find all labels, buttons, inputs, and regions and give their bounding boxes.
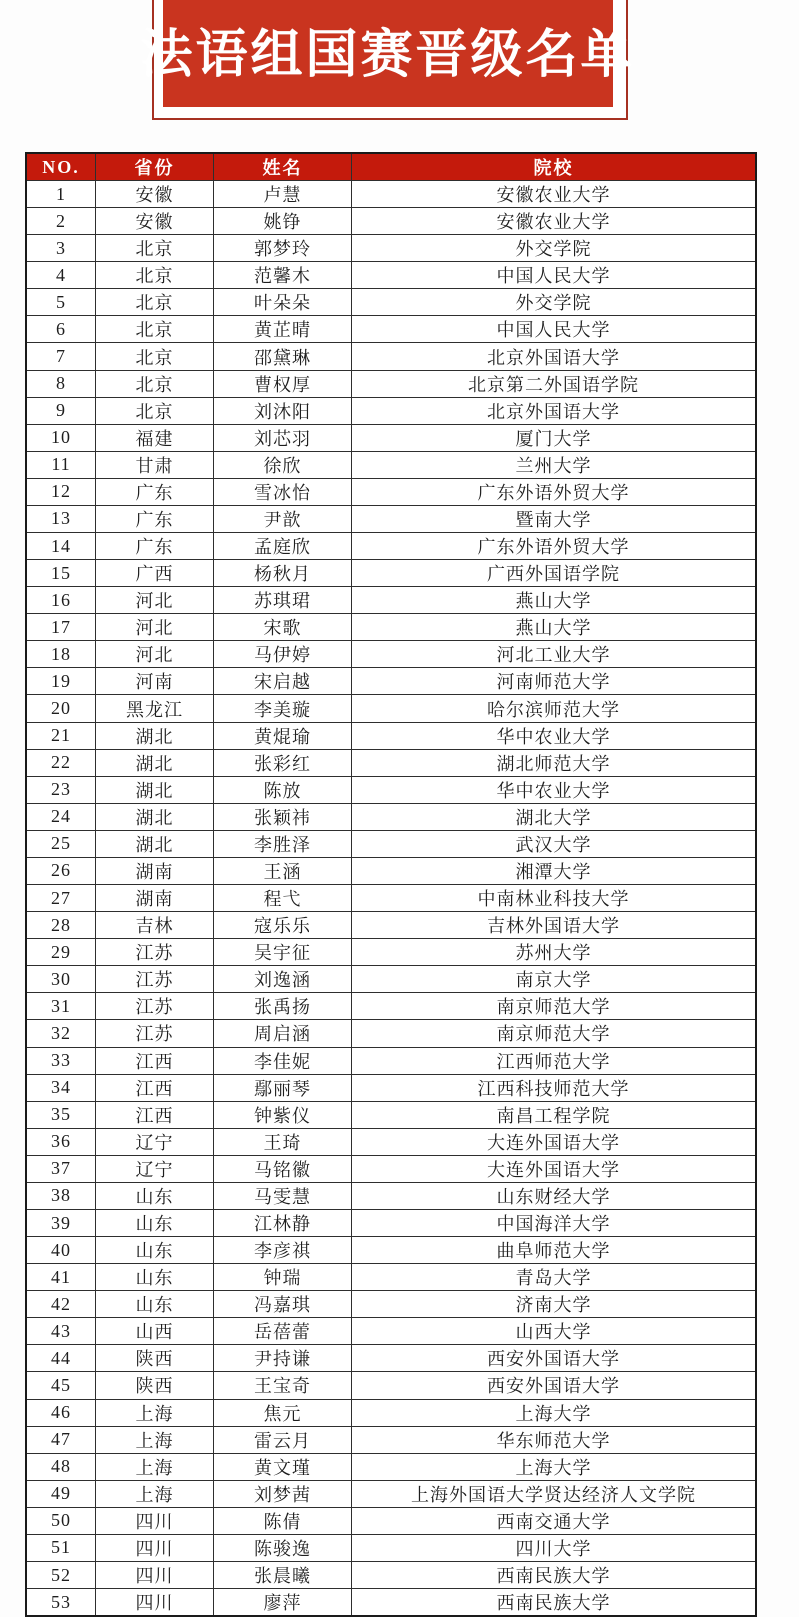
name-cell: 刘梦茜: [214, 1480, 352, 1507]
school-cell: 厦门大学: [352, 424, 757, 451]
row-number-cell: 47: [26, 1426, 96, 1453]
name-cell: 刘芯羽: [214, 424, 352, 451]
name-cell: 郭梦玲: [214, 235, 352, 262]
row-number-cell: 23: [26, 776, 96, 803]
school-cell: 广东外语外贸大学: [352, 478, 757, 505]
name-cell: 吴宇征: [214, 939, 352, 966]
table-row: [26, 695, 756, 722]
table-row: [26, 1155, 756, 1182]
name-cell: 雷云月: [214, 1426, 352, 1453]
row-number-cell: 18: [26, 641, 96, 668]
table-row: [26, 424, 756, 451]
row-number-cell: 43: [26, 1318, 96, 1345]
school-cell: 暨南大学: [352, 505, 757, 532]
table-row: [26, 1426, 756, 1453]
province-cell: 陕西: [96, 1372, 214, 1399]
row-number-cell: 35: [26, 1101, 96, 1128]
province-cell: 辽宁: [96, 1155, 214, 1182]
row-number-cell: 3: [26, 235, 96, 262]
row-number-cell: 5: [26, 289, 96, 316]
school-cell: 中国人民大学: [352, 316, 757, 343]
province-cell: 湖北: [96, 722, 214, 749]
name-cell: 廖萍: [214, 1589, 352, 1617]
school-cell: 安徽农业大学: [352, 181, 757, 208]
school-cell: 武汉大学: [352, 830, 757, 857]
school-cell: 外交学院: [352, 289, 757, 316]
province-cell: 江苏: [96, 993, 214, 1020]
row-number-cell: 11: [26, 451, 96, 478]
table-row: [26, 316, 756, 343]
school-cell: 燕山大学: [352, 614, 757, 641]
province-cell: 江苏: [96, 939, 214, 966]
school-cell: 外交学院: [352, 235, 757, 262]
name-cell: 焦元: [214, 1399, 352, 1426]
province-cell: 湖南: [96, 885, 214, 912]
roster-header: [26, 153, 756, 181]
province-cell: 江西: [96, 1047, 214, 1074]
school-cell: 西南民族大学: [352, 1589, 757, 1617]
row-number-cell: 25: [26, 830, 96, 857]
table-row: [26, 1399, 756, 1426]
province-cell: 北京: [96, 397, 214, 424]
table-row: [26, 966, 756, 993]
table-row: [26, 587, 756, 614]
table-row: [26, 235, 756, 262]
name-cell: 宋启越: [214, 668, 352, 695]
name-cell: 王琦: [214, 1128, 352, 1155]
row-number-cell: 16: [26, 587, 96, 614]
table-row: [26, 885, 756, 912]
school-cell: 江西科技师范大学: [352, 1074, 757, 1101]
name-cell: 张禹扬: [214, 993, 352, 1020]
table-row: [26, 1561, 756, 1588]
province-cell: 黑龙江: [96, 695, 214, 722]
province-cell: 北京: [96, 343, 214, 370]
row-number-cell: 22: [26, 749, 96, 776]
province-cell: 安徽: [96, 181, 214, 208]
row-number-cell: 20: [26, 695, 96, 722]
table-row: [26, 1182, 756, 1209]
table-row: [26, 1480, 756, 1507]
province-cell: 上海: [96, 1480, 214, 1507]
school-cell: 兰州大学: [352, 451, 757, 478]
row-number-cell: 51: [26, 1534, 96, 1561]
province-cell: 四川: [96, 1589, 214, 1617]
province-cell: 河北: [96, 614, 214, 641]
name-cell: 王宝奇: [214, 1372, 352, 1399]
name-cell: 马雯慧: [214, 1182, 352, 1209]
name-cell: 徐欣: [214, 451, 352, 478]
name-cell: 岳蓓蕾: [214, 1318, 352, 1345]
province-cell: 湖北: [96, 803, 214, 830]
row-number-cell: 40: [26, 1237, 96, 1264]
col-header-no: NO.: [26, 153, 96, 181]
name-cell: 刘沐阳: [214, 397, 352, 424]
name-cell: 黄芷晴: [214, 316, 352, 343]
row-number-cell: 34: [26, 1074, 96, 1101]
name-cell: 冯嘉琪: [214, 1291, 352, 1318]
school-cell: 湖北大学: [352, 803, 757, 830]
table-row: [26, 1101, 756, 1128]
province-cell: 湖南: [96, 857, 214, 884]
table-row: [26, 1047, 756, 1074]
name-cell: 寇乐乐: [214, 912, 352, 939]
name-cell: 张晨曦: [214, 1561, 352, 1588]
table-row: [26, 289, 756, 316]
name-cell: 陈放: [214, 776, 352, 803]
table-row: [26, 370, 756, 397]
school-cell: 华中农业大学: [352, 776, 757, 803]
name-cell: 邵黛琳: [214, 343, 352, 370]
row-number-cell: 4: [26, 262, 96, 289]
school-cell: 广东外语外贸大学: [352, 533, 757, 560]
name-cell: 张彩红: [214, 749, 352, 776]
school-cell: 华东师范大学: [352, 1426, 757, 1453]
row-number-cell: 50: [26, 1507, 96, 1534]
row-number-cell: 13: [26, 505, 96, 532]
table-row: [26, 478, 756, 505]
province-cell: 山东: [96, 1264, 214, 1291]
table-row: [26, 1589, 756, 1617]
row-number-cell: 36: [26, 1128, 96, 1155]
school-cell: 青岛大学: [352, 1264, 757, 1291]
row-number-cell: 44: [26, 1345, 96, 1372]
school-cell: 湘潭大学: [352, 857, 757, 884]
name-cell: 鄢丽琴: [214, 1074, 352, 1101]
school-cell: 南京大学: [352, 966, 757, 993]
school-cell: 上海外国语大学贤达经济人文学院: [352, 1480, 757, 1507]
table-row: [26, 1074, 756, 1101]
province-cell: 北京: [96, 289, 214, 316]
school-cell: 上海大学: [352, 1453, 757, 1480]
name-cell: 雪冰怡: [214, 478, 352, 505]
table-row: [26, 776, 756, 803]
row-number-cell: 53: [26, 1589, 96, 1617]
col-header-province: 省份: [96, 153, 214, 181]
row-number-cell: 46: [26, 1399, 96, 1426]
col-header-school: 院校: [352, 153, 757, 181]
row-number-cell: 12: [26, 478, 96, 505]
province-cell: 山西: [96, 1318, 214, 1345]
name-cell: 张颖祎: [214, 803, 352, 830]
name-cell: 杨秋月: [214, 560, 352, 587]
name-cell: 陈骏逸: [214, 1534, 352, 1561]
province-cell: 山东: [96, 1182, 214, 1209]
name-cell: 刘逸涵: [214, 966, 352, 993]
name-cell: 尹持谦: [214, 1345, 352, 1372]
table-row: [26, 1209, 756, 1236]
province-cell: 广东: [96, 533, 214, 560]
school-cell: 中南林业科技大学: [352, 885, 757, 912]
row-number-cell: 41: [26, 1264, 96, 1291]
school-cell: 南昌工程学院: [352, 1101, 757, 1128]
header-row: [26, 153, 756, 181]
name-cell: 苏琪珺: [214, 587, 352, 614]
table-row: [26, 1318, 756, 1345]
table-row: [26, 1291, 756, 1318]
table-row: [26, 262, 756, 289]
table-row: [26, 749, 756, 776]
school-cell: 苏州大学: [352, 939, 757, 966]
row-number-cell: 38: [26, 1182, 96, 1209]
name-cell: 周启涵: [214, 1020, 352, 1047]
table-row: [26, 1237, 756, 1264]
province-cell: 北京: [96, 370, 214, 397]
province-cell: 北京: [96, 262, 214, 289]
row-number-cell: 14: [26, 533, 96, 560]
row-number-cell: 7: [26, 343, 96, 370]
province-cell: 河北: [96, 641, 214, 668]
name-cell: 李美璇: [214, 695, 352, 722]
province-cell: 江苏: [96, 1020, 214, 1047]
school-cell: 江西师范大学: [352, 1047, 757, 1074]
school-cell: 广西外国语学院: [352, 560, 757, 587]
province-cell: 山东: [96, 1209, 214, 1236]
row-number-cell: 48: [26, 1453, 96, 1480]
province-cell: 山东: [96, 1237, 214, 1264]
row-number-cell: 49: [26, 1480, 96, 1507]
table-row: [26, 1507, 756, 1534]
province-cell: 山东: [96, 1291, 214, 1318]
table-row: [26, 1453, 756, 1480]
province-cell: 安徽: [96, 208, 214, 235]
province-cell: 江西: [96, 1074, 214, 1101]
row-number-cell: 27: [26, 885, 96, 912]
province-cell: 江西: [96, 1101, 214, 1128]
row-number-cell: 52: [26, 1561, 96, 1588]
row-number-cell: 33: [26, 1047, 96, 1074]
province-cell: 甘肃: [96, 451, 214, 478]
row-number-cell: 30: [26, 966, 96, 993]
table-row: [26, 560, 756, 587]
province-cell: 吉林: [96, 912, 214, 939]
school-cell: 山东财经大学: [352, 1182, 757, 1209]
name-cell: 钟瑞: [214, 1264, 352, 1291]
province-cell: 河南: [96, 668, 214, 695]
row-number-cell: 15: [26, 560, 96, 587]
row-number-cell: 19: [26, 668, 96, 695]
province-cell: 四川: [96, 1561, 214, 1588]
col-header-name: 姓名: [214, 153, 352, 181]
table-row: [26, 614, 756, 641]
school-cell: 南京师范大学: [352, 993, 757, 1020]
name-cell: 卢慧: [214, 181, 352, 208]
province-cell: 北京: [96, 316, 214, 343]
row-number-cell: 6: [26, 316, 96, 343]
row-number-cell: 37: [26, 1155, 96, 1182]
roster-table: [25, 152, 757, 1617]
school-cell: 西南交通大学: [352, 1507, 757, 1534]
table-row: [26, 505, 756, 532]
school-cell: 南京师范大学: [352, 1020, 757, 1047]
school-cell: 燕山大学: [352, 587, 757, 614]
name-cell: 李彦祺: [214, 1237, 352, 1264]
province-cell: 广西: [96, 560, 214, 587]
row-number-cell: 42: [26, 1291, 96, 1318]
school-cell: 中国海洋大学: [352, 1209, 757, 1236]
row-number-cell: 2: [26, 208, 96, 235]
province-cell: 江苏: [96, 966, 214, 993]
table-row: [26, 451, 756, 478]
school-cell: 吉林外国语大学: [352, 912, 757, 939]
school-cell: 西安外国语大学: [352, 1345, 757, 1372]
name-cell: 马伊婷: [214, 641, 352, 668]
province-cell: 广东: [96, 478, 214, 505]
name-cell: 范馨木: [214, 262, 352, 289]
table-row: [26, 1264, 756, 1291]
table-row: [26, 1345, 756, 1372]
name-cell: 钟紫仪: [214, 1101, 352, 1128]
school-cell: 北京第二外国语学院: [352, 370, 757, 397]
province-cell: 湖北: [96, 776, 214, 803]
school-cell: 湖北师范大学: [352, 749, 757, 776]
school-cell: 哈尔滨师范大学: [352, 695, 757, 722]
name-cell: 黄文瑾: [214, 1453, 352, 1480]
table-row: [26, 803, 756, 830]
province-cell: 辽宁: [96, 1128, 214, 1155]
row-number-cell: 26: [26, 857, 96, 884]
row-number-cell: 9: [26, 397, 96, 424]
province-cell: 上海: [96, 1426, 214, 1453]
row-number-cell: 10: [26, 424, 96, 451]
row-number-cell: 32: [26, 1020, 96, 1047]
table-row: [26, 641, 756, 668]
province-cell: 四川: [96, 1534, 214, 1561]
name-cell: 马铭徽: [214, 1155, 352, 1182]
table-row: [26, 1372, 756, 1399]
school-cell: 济南大学: [352, 1291, 757, 1318]
row-number-cell: 39: [26, 1209, 96, 1236]
table-row: [26, 830, 756, 857]
school-cell: 西安外国语大学: [352, 1372, 757, 1399]
school-cell: 山西大学: [352, 1318, 757, 1345]
name-cell: 叶朵朵: [214, 289, 352, 316]
school-cell: 北京外国语大学: [352, 343, 757, 370]
school-cell: 上海大学: [352, 1399, 757, 1426]
province-cell: 湖北: [96, 749, 214, 776]
table-row: [26, 668, 756, 695]
row-number-cell: 29: [26, 939, 96, 966]
title-banner: [140, 0, 636, 107]
table-row: [26, 208, 756, 235]
province-cell: 湖北: [96, 830, 214, 857]
province-cell: 广东: [96, 505, 214, 532]
school-cell: 大连外国语大学: [352, 1128, 757, 1155]
school-cell: 曲阜师范大学: [352, 1237, 757, 1264]
row-number-cell: 17: [26, 614, 96, 641]
school-cell: 河北工业大学: [352, 641, 757, 668]
table-row: [26, 722, 756, 749]
table-row: [26, 343, 756, 370]
province-cell: 四川: [96, 1507, 214, 1534]
roster-table-body: [26, 181, 756, 1617]
name-cell: 李佳妮: [214, 1047, 352, 1074]
table-row: [26, 857, 756, 884]
name-cell: 江林静: [214, 1209, 352, 1236]
name-cell: 尹歆: [214, 505, 352, 532]
name-cell: 程弋: [214, 885, 352, 912]
row-number-cell: 8: [26, 370, 96, 397]
province-cell: 福建: [96, 424, 214, 451]
name-cell: 黄焜瑜: [214, 722, 352, 749]
school-cell: 大连外国语大学: [352, 1155, 757, 1182]
province-cell: 河北: [96, 587, 214, 614]
table-row: [26, 1128, 756, 1155]
school-cell: 安徽农业大学: [352, 208, 757, 235]
name-cell: 孟庭欣: [214, 533, 352, 560]
table-row: [26, 1020, 756, 1047]
row-number-cell: 28: [26, 912, 96, 939]
table-row: [26, 1534, 756, 1561]
province-cell: 陕西: [96, 1345, 214, 1372]
name-cell: 王涵: [214, 857, 352, 884]
row-number-cell: 21: [26, 722, 96, 749]
table-row: [26, 181, 756, 208]
table-row: [26, 993, 756, 1020]
page-title: 法语组国赛晋级名单: [140, 26, 636, 84]
table-row: [26, 533, 756, 560]
row-number-cell: 31: [26, 993, 96, 1020]
table-row: [26, 939, 756, 966]
name-cell: 曹权厚: [214, 370, 352, 397]
name-cell: 李胜泽: [214, 830, 352, 857]
table-row: [26, 397, 756, 424]
school-cell: 四川大学: [352, 1534, 757, 1561]
row-number-cell: 24: [26, 803, 96, 830]
row-number-cell: 1: [26, 181, 96, 208]
school-cell: 中国人民大学: [352, 262, 757, 289]
table-row: [26, 912, 756, 939]
province-cell: 上海: [96, 1399, 214, 1426]
row-number-cell: 45: [26, 1372, 96, 1399]
school-cell: 西南民族大学: [352, 1561, 757, 1588]
province-cell: 上海: [96, 1453, 214, 1480]
name-cell: 姚铮: [214, 208, 352, 235]
province-cell: 北京: [96, 235, 214, 262]
name-cell: 宋歌: [214, 614, 352, 641]
school-cell: 河南师范大学: [352, 668, 757, 695]
name-cell: 陈倩: [214, 1507, 352, 1534]
school-cell: 华中农业大学: [352, 722, 757, 749]
school-cell: 北京外国语大学: [352, 397, 757, 424]
